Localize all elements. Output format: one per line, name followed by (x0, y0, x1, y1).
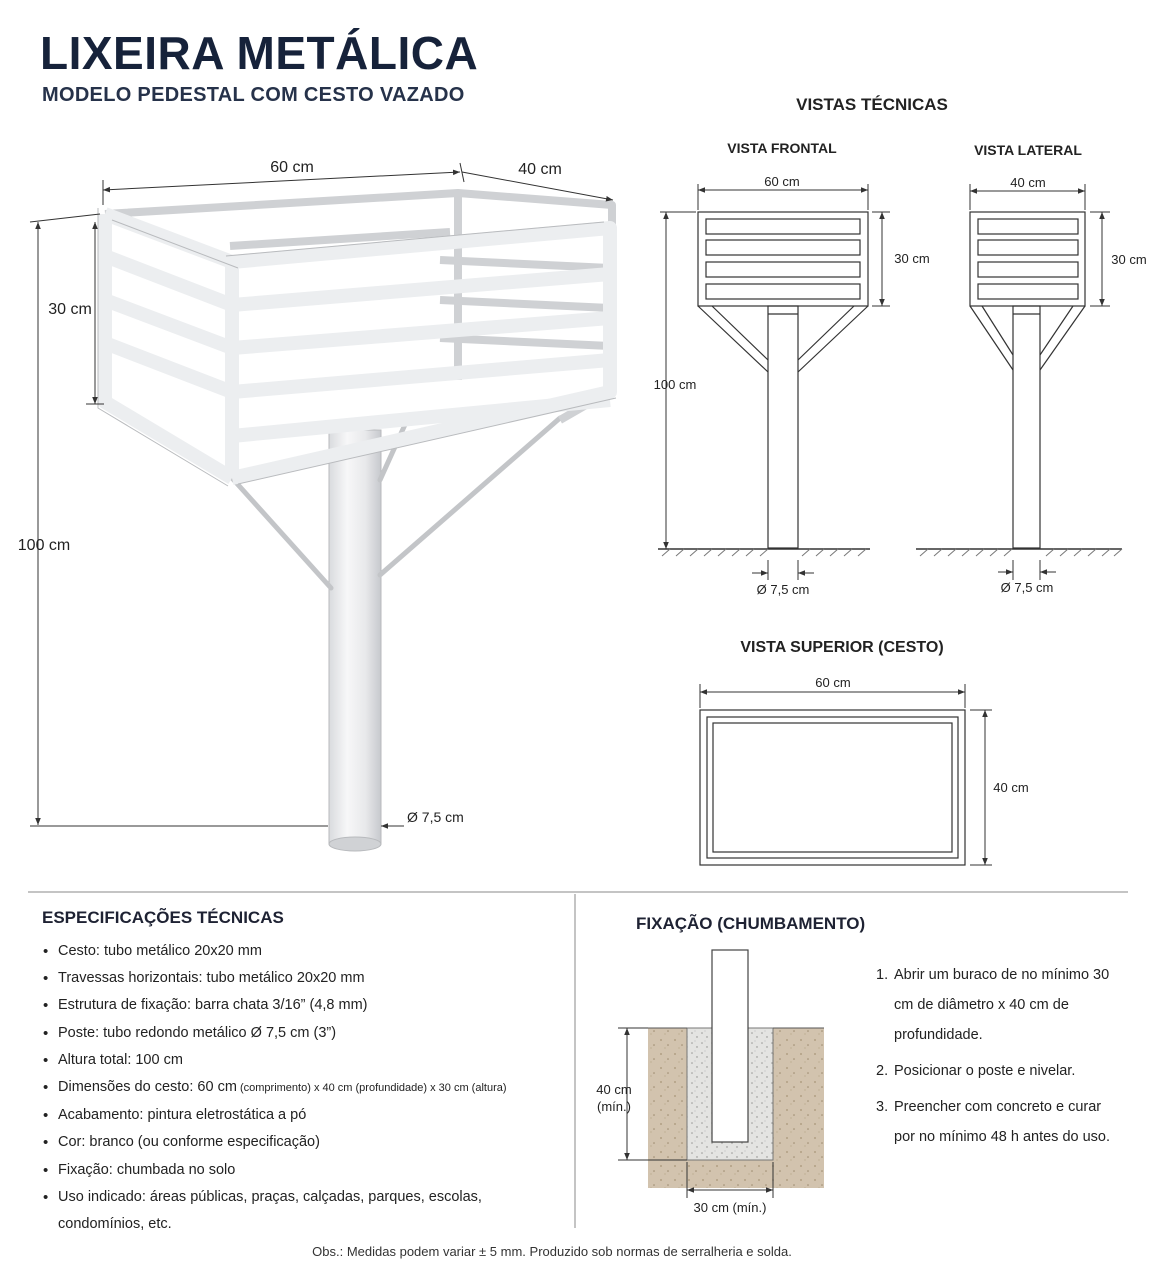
side-view-title: VISTA LATERAL (974, 142, 1082, 158)
fixation-step (876, 1092, 1126, 1152)
specs-list (42, 938, 572, 1238)
spec-item (42, 1157, 572, 1184)
spec-item (42, 1020, 572, 1047)
step-number: 1. (876, 967, 889, 983)
spec-label: Poste: (58, 1024, 100, 1041)
fixation-drawing (648, 950, 824, 1188)
front-view-height: 30 cm (894, 251, 930, 266)
spec-value: 60 cm (193, 1079, 237, 1096)
fixation-title: FIXAÇÃO (CHUMBAMENTO) (636, 914, 866, 933)
page-title: LIXEIRA METÁLICA (40, 27, 479, 79)
spec-value: tubo metálico 20x20 mm (202, 970, 365, 987)
dim-length-label: 60 cm (270, 159, 314, 176)
spec-item (42, 992, 572, 1019)
dim-total-height-label: 100 cm (17, 537, 71, 554)
fixation-depth-label: 40 cm (596, 1082, 632, 1097)
front-view-total-height: 100 cm (653, 377, 697, 392)
fixation-step (876, 960, 1126, 1050)
spec-value: pintura eletrostática a pó (143, 1107, 307, 1124)
specs-title: ESPECIFICAÇÕES TÉCNICAS (42, 908, 284, 927)
spec-item (42, 1184, 572, 1238)
side-view-diameter: Ø 7,5 cm (1000, 580, 1054, 595)
spec-label: Acabamento: (58, 1107, 144, 1124)
spec-label: Cor: (58, 1134, 86, 1151)
fixation-steps (876, 960, 1126, 1158)
fixation-width-label: 30 cm (mín.) (693, 1200, 767, 1215)
spec-label: Cesto: (58, 943, 100, 959)
spec-label: Altura total: (58, 1051, 132, 1068)
top-view-depth: 40 cm (993, 780, 1029, 795)
step-text: Abrir um buraco de no mínimo 30 cm de diâmetro x 40 cm de profundidade. (894, 967, 1110, 1043)
fixation-step (876, 1056, 1126, 1086)
dim-post-diameter-label: Ø 7,5 cm (407, 809, 464, 825)
spec-label: Uso indicado: (58, 1188, 146, 1205)
side-view-drawing (916, 212, 1122, 549)
bin-3d-illustration (98, 193, 616, 851)
step-text: Preencher com concreto e curar por no mínimo 48 h antes do uso. (894, 1099, 1111, 1145)
top-view-title: VISTA SUPERIOR (CESTO) (740, 639, 944, 656)
side-view-width: 40 cm (1010, 175, 1046, 190)
front-view-title: VISTA FRONTAL (727, 140, 837, 156)
step-number: 3. (876, 1099, 889, 1115)
spec-value: chumbada no solo (112, 1161, 236, 1178)
spec-value: 100 cm (131, 1051, 183, 1068)
technical-views-title: VISTAS TÉCNICAS (796, 95, 948, 114)
step-text: Posicionar o poste e nivelar. (894, 1063, 1076, 1079)
front-view-width: 60 cm (764, 174, 800, 189)
spec-value-detail: (comprimento) x 40 cm (profundidade) x 30 cm (altura) (236, 1082, 507, 1095)
spec-value: barra chata 3/16” (4,8 mm) (191, 997, 368, 1014)
spec-item (42, 1047, 572, 1074)
spec-label: Estrutura de fixação: (58, 997, 191, 1014)
top-view-width: 60 cm (815, 675, 851, 690)
step-number: 2. (876, 1063, 889, 1079)
spec-item (42, 965, 572, 992)
spec-item (42, 938, 572, 965)
spec-item (42, 1129, 572, 1156)
footer-note: Obs.: Medidas podem variar ± 5 mm. Produzido sob normas de serralheria e solda. (312, 1244, 792, 1259)
spec-label: Dimensões do cesto: (58, 1079, 194, 1096)
top-view-drawing (700, 710, 965, 865)
dim-basket-height-label: 30 cm (48, 301, 92, 318)
spec-item (42, 1074, 572, 1102)
spec-label: Travessas horizontais: (58, 970, 203, 987)
side-view-height: 30 cm (1111, 252, 1147, 267)
spec-label: Fixação: (58, 1161, 113, 1178)
spec-value: áreas públicas, praças, calçadas, parques, escolas, condomínios, etc. (58, 1188, 482, 1233)
front-view-diameter: Ø 7,5 cm (756, 582, 810, 597)
page-subtitle: MODELO PEDESTAL COM CESTO VAZADO (42, 84, 465, 106)
spec-item (42, 1102, 572, 1129)
spec-value: tubo redondo metálico Ø 7,5 cm (3”) (99, 1024, 337, 1041)
fixation-depth-min-label: (mín.) (597, 1099, 631, 1114)
dim-depth-label: 40 cm (518, 161, 562, 178)
spec-value: branco (ou conforme especificação) (85, 1134, 320, 1151)
spec-value: tubo metálico 20x20 mm (99, 943, 262, 959)
